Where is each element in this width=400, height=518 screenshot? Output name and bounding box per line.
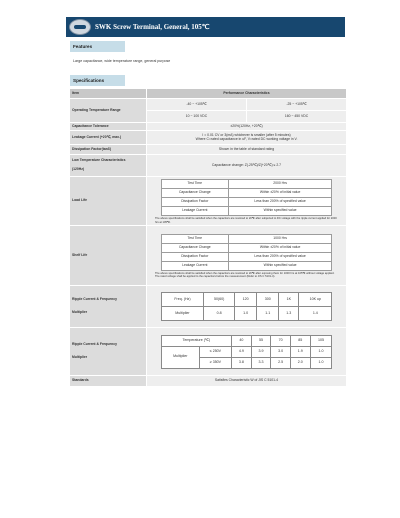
ripple-freq-label-line-1: Ripple Current & Frequency xyxy=(72,297,118,302)
shelf-life-note: The above specifications shall be satisfied when the capacitors are restored to 20℃ after exposing them for 1000 hrs at 105℃ without voltage applied. The rated voltage shall be applied to the capacitors before the measurement (Refer to JIS C 5101-4). xyxy=(155,271,335,278)
shelf-life-val: Within specified value xyxy=(228,261,331,270)
ripple-freq-cell: 0.8 xyxy=(204,307,235,321)
leakage-label: Leakage Current (+20℃, max.) xyxy=(70,131,147,145)
standards-value: Satisfies Characteristic W of JIS C 5101-4 xyxy=(147,376,347,387)
low-temp-value: Capacitance change: Z(-25℃)/Z(+20℃) ≤ 2.7 xyxy=(147,155,347,177)
load-life-note: The above specifications shall be satisfied when the capacitors are restored to 20℃ after subjected to DC voltage with the ripple current applied for 2000 hrs at 105℃. xyxy=(155,217,337,224)
load-life-val: Within specified value xyxy=(228,207,331,216)
table-row xyxy=(70,376,347,387)
dissipation-label: Dissipation Factor(tanδ) xyxy=(70,145,147,155)
ripple-temp-multiplier-label: Multiplier xyxy=(161,346,199,368)
load-life-value xyxy=(147,177,347,226)
dissipation-value: Shown in the table of standard rating xyxy=(147,145,347,155)
shelf-life-val: 1000 Hrs xyxy=(228,234,331,243)
ripple-temp-cell: 3.8 xyxy=(232,357,252,368)
ripple-temp-header-cell: 85 xyxy=(290,335,310,346)
ripple-freq-cell: Multiplier xyxy=(161,307,204,321)
table-row xyxy=(70,123,347,131)
voltage-range-b: 160 ~ 450 VDC xyxy=(247,111,347,123)
ripple-freq-label xyxy=(70,286,147,328)
ripple-temp-label-line-2: Multiplier xyxy=(72,355,88,359)
ripple-temp-cell: 1.9 xyxy=(290,346,310,357)
ripple-temp-table xyxy=(161,335,333,369)
ripple-freq-header-cell: Freq. (Hz) xyxy=(161,293,204,307)
cap-tolerance-label: Capacitance Tolerance xyxy=(70,123,147,131)
shelf-life-key: Test Time xyxy=(161,234,228,243)
specifications-table xyxy=(69,88,347,387)
ripple-temp-value xyxy=(147,328,347,376)
header-performance: Performance Characteristics xyxy=(147,89,347,99)
load-life-key: Dissipation Factor xyxy=(161,198,228,207)
ripple-temp-cell: 1.0 xyxy=(310,357,332,368)
ripple-temp-cell: 2.0 xyxy=(290,357,310,368)
voltage-range-a: 10 ~ 100 VDC xyxy=(147,111,247,123)
ripple-freq-cell: 1.1 xyxy=(257,307,279,321)
ripple-freq-label-line-2: Multiplier xyxy=(72,310,88,314)
ripple-freq-value xyxy=(147,286,347,328)
leakage-value xyxy=(147,131,347,145)
shelf-life-val: Less than 200% of specified value xyxy=(228,252,331,261)
ripple-freq-header-cell: 1K xyxy=(279,293,299,307)
ripple-freq-cell: 1.3 xyxy=(279,307,299,321)
table-row xyxy=(70,145,347,155)
shelf-life-val: Within ±20% of initial value xyxy=(228,243,331,252)
shelf-life-table xyxy=(161,234,333,271)
table-row xyxy=(70,131,347,145)
ripple-temp-voltage: ≥ 350V xyxy=(199,357,231,368)
shelf-life-label: Shelf Life xyxy=(70,226,147,286)
ripple-temp-header-cell: 105 xyxy=(310,335,332,346)
load-life-table xyxy=(161,179,333,216)
ripple-temp-cell: 3.9 xyxy=(251,346,271,357)
load-life-key: Test Time xyxy=(161,180,228,189)
ripple-freq-header-cell: 120 xyxy=(235,293,257,307)
load-life-key: Capacitance Change xyxy=(161,189,228,198)
load-life-val: 2000 Hrs xyxy=(228,180,331,189)
features-text: Large capacitance, wide temperature range, general purpose xyxy=(73,59,171,63)
ripple-freq-header-cell: 50(60) xyxy=(204,293,235,307)
header-item: Item xyxy=(70,89,147,99)
low-temp-label-line-1: Low Temperature Characteristics xyxy=(72,158,126,163)
table-header-row xyxy=(70,89,347,99)
table-row xyxy=(70,177,347,226)
ripple-freq-header-cell: 10K up xyxy=(299,293,332,307)
table-row xyxy=(70,99,347,111)
shelf-life-key: Leakage Current xyxy=(161,261,228,270)
operating-temp-label: Operating Temperature Range xyxy=(70,99,147,123)
ripple-temp-header-cell: 55 xyxy=(251,335,271,346)
brand-logo-icon xyxy=(69,19,91,35)
ripple-temp-header-cell: Temperature (℃) xyxy=(161,335,231,346)
shelf-life-key: Dissipation Factor xyxy=(161,252,228,261)
leakage-line-1: I = 0.01 CV or 3(mA) whichever is smaller (after 5 minutes) xyxy=(202,132,291,137)
ripple-temp-voltage: ≤ 250V xyxy=(199,346,231,357)
temp-range-a: -40 ~ +105℃ xyxy=(147,99,247,111)
leakage-line-2: Where C=rated capacitance in uF, V=rated DC working voltage in V. xyxy=(195,136,298,141)
ripple-freq-table xyxy=(161,292,333,321)
standards-label: Standards xyxy=(70,376,147,387)
ripple-freq-cell: 1.0 xyxy=(235,307,257,321)
features-heading: Features xyxy=(70,41,125,52)
low-temp-label-line-2: (120Hz) xyxy=(72,167,85,171)
page-title: SWK Screw Terminal, General, 105℃ xyxy=(95,23,210,31)
table-row xyxy=(70,226,347,286)
ripple-temp-header-cell: 40 xyxy=(232,335,252,346)
table-row xyxy=(70,328,347,376)
table-row xyxy=(70,155,347,177)
specifications-heading: Specifications xyxy=(70,75,125,86)
ripple-temp-label-line-1: Ripple Current & Frequency xyxy=(72,342,118,347)
load-life-val: Within ±20% of initial value xyxy=(228,189,331,198)
load-life-val: Less than 200% of specified value xyxy=(228,198,331,207)
shelf-life-key: Capacitance Change xyxy=(161,243,228,252)
temp-range-b: -25 ~ +105℃ xyxy=(247,99,347,111)
ripple-temp-label xyxy=(70,328,147,376)
low-temp-label xyxy=(70,155,147,177)
load-life-label: Load Life xyxy=(70,177,147,226)
ripple-temp-cell: 2.5 xyxy=(271,357,291,368)
cap-tolerance-value: ±20%(120Hz, +20℃) xyxy=(147,123,347,131)
table-row xyxy=(70,286,347,328)
ripple-temp-cell: 3.0 xyxy=(271,346,291,357)
title-bar xyxy=(66,17,345,37)
ripple-temp-cell: 4.9 xyxy=(232,346,252,357)
ripple-temp-cell: 3.3 xyxy=(251,357,271,368)
load-life-key: Leakage Current xyxy=(161,207,228,216)
ripple-freq-cell: 1.4 xyxy=(299,307,332,321)
shelf-life-value xyxy=(147,226,347,286)
ripple-temp-cell: 1.0 xyxy=(310,346,332,357)
ripple-freq-header-cell: 300 xyxy=(257,293,279,307)
ripple-temp-header-cell: 70 xyxy=(271,335,291,346)
